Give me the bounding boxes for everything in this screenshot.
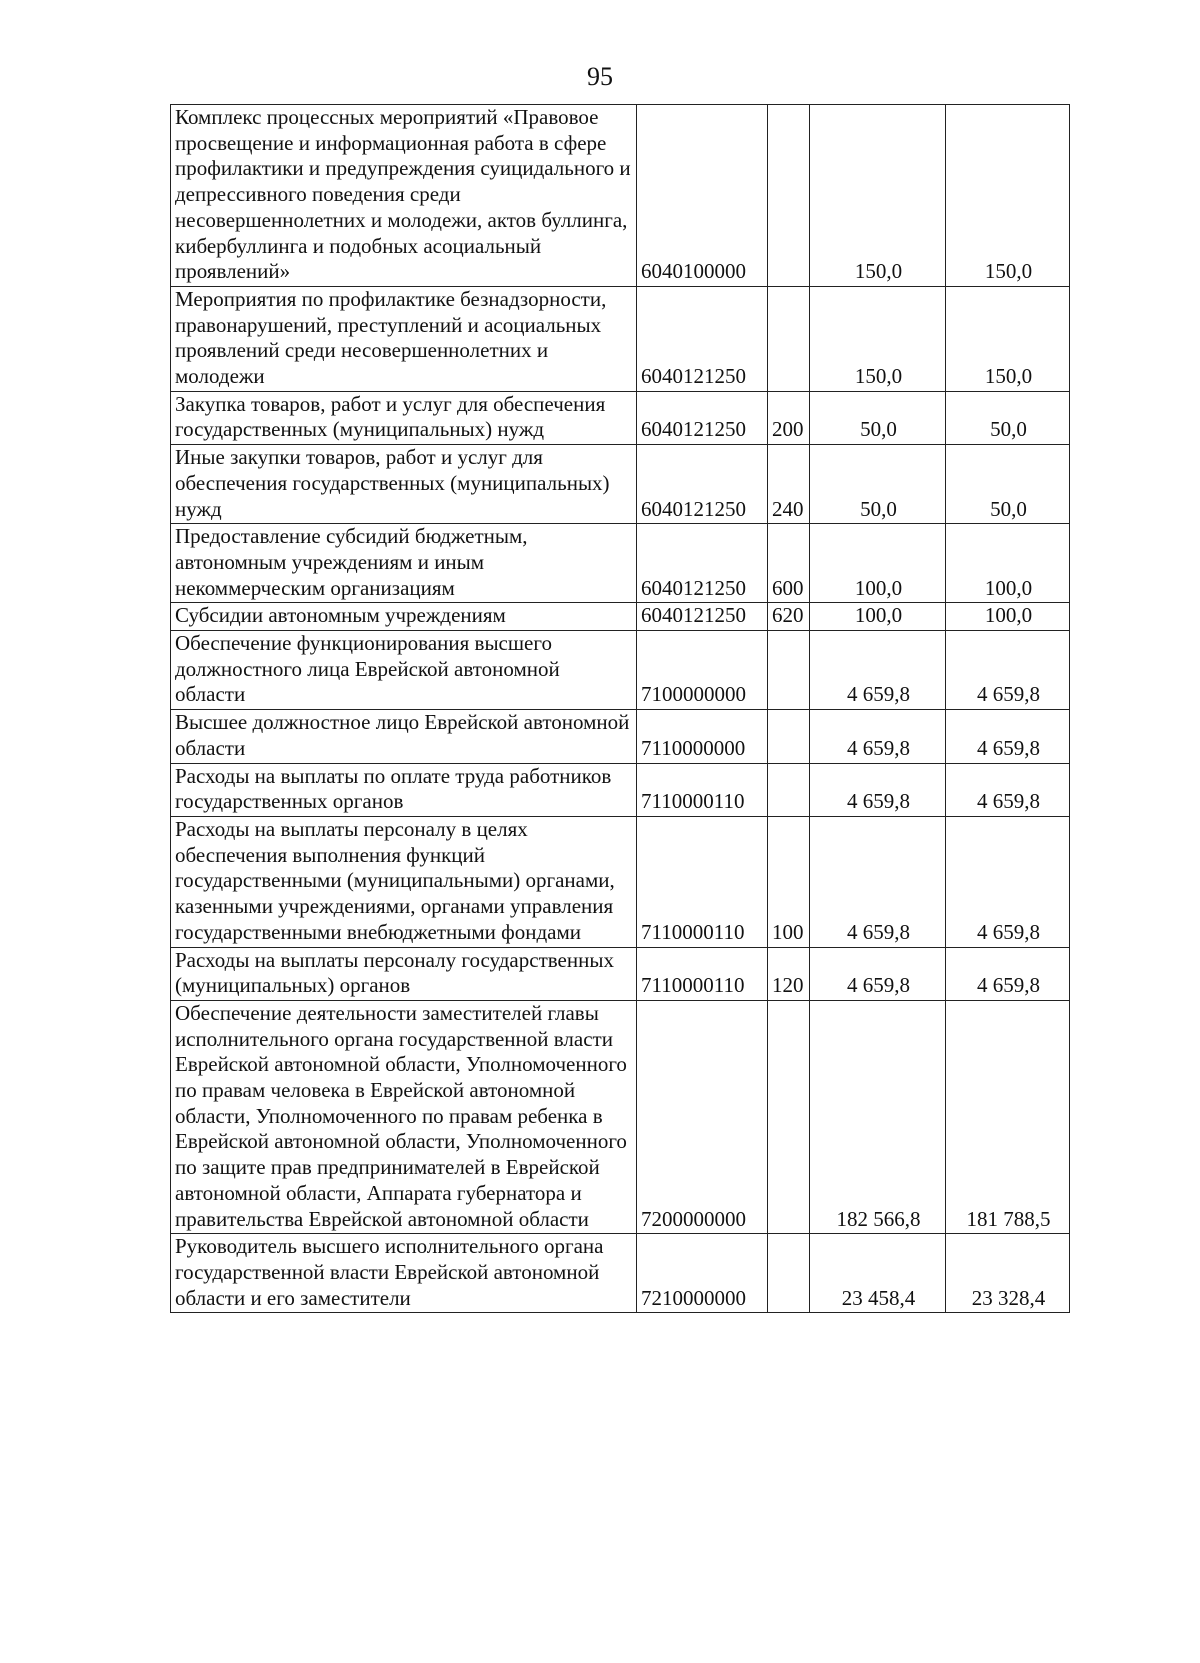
expense-type-cell [768,763,810,816]
target-code-cell: 7110000110 [637,947,768,1000]
amount-1-cell: 4 659,8 [810,816,946,947]
table-row [171,603,1070,631]
amount-2-cell: 150,0 [946,105,1070,287]
target-code-cell: 6040121250 [637,524,768,603]
row-name-cell: Обеспечение деятельности заместителей главы исполнительного органа государственной власти Еврейской автономной области, Уполномоченного по правам человека в Еврейской автономной области, Уполномоченного по правам ребенка в Еврейской автономной области, Уполномоченного по защите прав предпринимателей в Еврейской автономной области, Аппарата губернатора и правительства Еврейской автономной области [171,1000,637,1233]
target-code-cell: 7110000110 [637,763,768,816]
target-code-cell: 7210000000 [637,1234,768,1313]
amount-2-cell: 50,0 [946,445,1070,524]
amount-2-cell: 4 659,8 [946,816,1070,947]
amount-2-cell: 181 788,5 [946,1000,1070,1233]
budget-table [170,104,1070,1313]
row-name-cell: Закупка товаров, работ и услуг для обеспечения государственных (муниципальных) нужд [171,391,637,444]
row-name-cell: Иные закупки товаров, работ и услуг для обеспечения государственных (муниципальных) нужд [171,445,637,524]
amount-2-cell: 4 659,8 [946,763,1070,816]
table-row [171,947,1070,1000]
amount-2-cell: 4 659,8 [946,631,1070,710]
row-name-cell: Субсидии автономным учреждениям [171,603,637,631]
table-row [171,631,1070,710]
expense-type-cell [768,105,810,287]
amount-2-cell: 4 659,8 [946,710,1070,763]
target-code-cell: 6040121250 [637,286,768,391]
table-row [171,763,1070,816]
amount-1-cell: 182 566,8 [810,1000,946,1233]
row-name-cell: Предоставление субсидий бюджетным, автономным учреждениям и иным некоммерческим организациям [171,524,637,603]
amount-1-cell: 23 458,4 [810,1234,946,1313]
target-code-cell: 6040100000 [637,105,768,287]
expense-type-cell: 600 [768,524,810,603]
table-row [171,105,1070,287]
table-row [171,1000,1070,1233]
amount-1-cell: 150,0 [810,286,946,391]
expense-type-cell [768,1000,810,1233]
expense-type-cell: 620 [768,603,810,631]
target-code-cell: 6040121250 [637,445,768,524]
table-row [171,710,1070,763]
amount-1-cell: 4 659,8 [810,947,946,1000]
table-row [171,1234,1070,1313]
expense-type-cell: 100 [768,816,810,947]
row-name-cell: Высшее должностное лицо Еврейской автономной области [171,710,637,763]
target-code-cell: 6040121250 [637,391,768,444]
amount-2-cell: 100,0 [946,603,1070,631]
expense-type-cell [768,1234,810,1313]
amount-2-cell: 50,0 [946,391,1070,444]
row-name-cell: Обеспечение функционирования высшего должностного лица Еврейской автономной области [171,631,637,710]
row-name-cell: Расходы на выплаты по оплате труда работников государственных органов [171,763,637,816]
expense-type-cell [768,710,810,763]
amount-2-cell: 100,0 [946,524,1070,603]
target-code-cell: 7110000110 [637,816,768,947]
amount-1-cell: 4 659,8 [810,763,946,816]
expense-type-cell [768,286,810,391]
table-row [171,391,1070,444]
target-code-cell: 7200000000 [637,1000,768,1233]
row-name-cell: Мероприятия по профилактике безнадзорности, правонарушений, преступлений и асоциальных проявлений среди несовершеннолетних и молодежи [171,286,637,391]
amount-1-cell: 100,0 [810,603,946,631]
page-number: 95 [587,62,613,91]
amount-2-cell: 23 328,4 [946,1234,1070,1313]
expense-type-cell: 120 [768,947,810,1000]
amount-1-cell: 100,0 [810,524,946,603]
amount-1-cell: 4 659,8 [810,710,946,763]
row-name-cell: Расходы на выплаты персоналу государственных (муниципальных) органов [171,947,637,1000]
expense-type-cell: 240 [768,445,810,524]
amount-1-cell: 4 659,8 [810,631,946,710]
table-row [171,816,1070,947]
amount-1-cell: 150,0 [810,105,946,287]
expense-type-cell: 200 [768,391,810,444]
target-code-cell: 6040121250 [637,603,768,631]
target-code-cell: 7110000000 [637,710,768,763]
row-name-cell: Комплекс процессных мероприятий «Правовое просвещение и информационная работа в сфере профилактики и предупреждения суицидального и депрессивного поведения среди несовершеннолетних и молодежи, актов буллинга, кибербуллинга и подобных асоциальный проявлений» [171,105,637,287]
target-code-cell: 7100000000 [637,631,768,710]
row-name-cell: Руководитель высшего исполнительного органа государственной власти Еврейской автономной области и его заместители [171,1234,637,1313]
amount-1-cell: 50,0 [810,391,946,444]
table-row [171,524,1070,603]
expense-type-cell [768,631,810,710]
row-name-cell: Расходы на выплаты персоналу в целях обеспечения выполнения функций государственными (муниципальными) органами, казенными учреждениями, органами управления государственными внебюджетными фондами [171,816,637,947]
amount-2-cell: 150,0 [946,286,1070,391]
table-row [171,445,1070,524]
amount-1-cell: 50,0 [810,445,946,524]
amount-2-cell: 4 659,8 [946,947,1070,1000]
table-row [171,286,1070,391]
